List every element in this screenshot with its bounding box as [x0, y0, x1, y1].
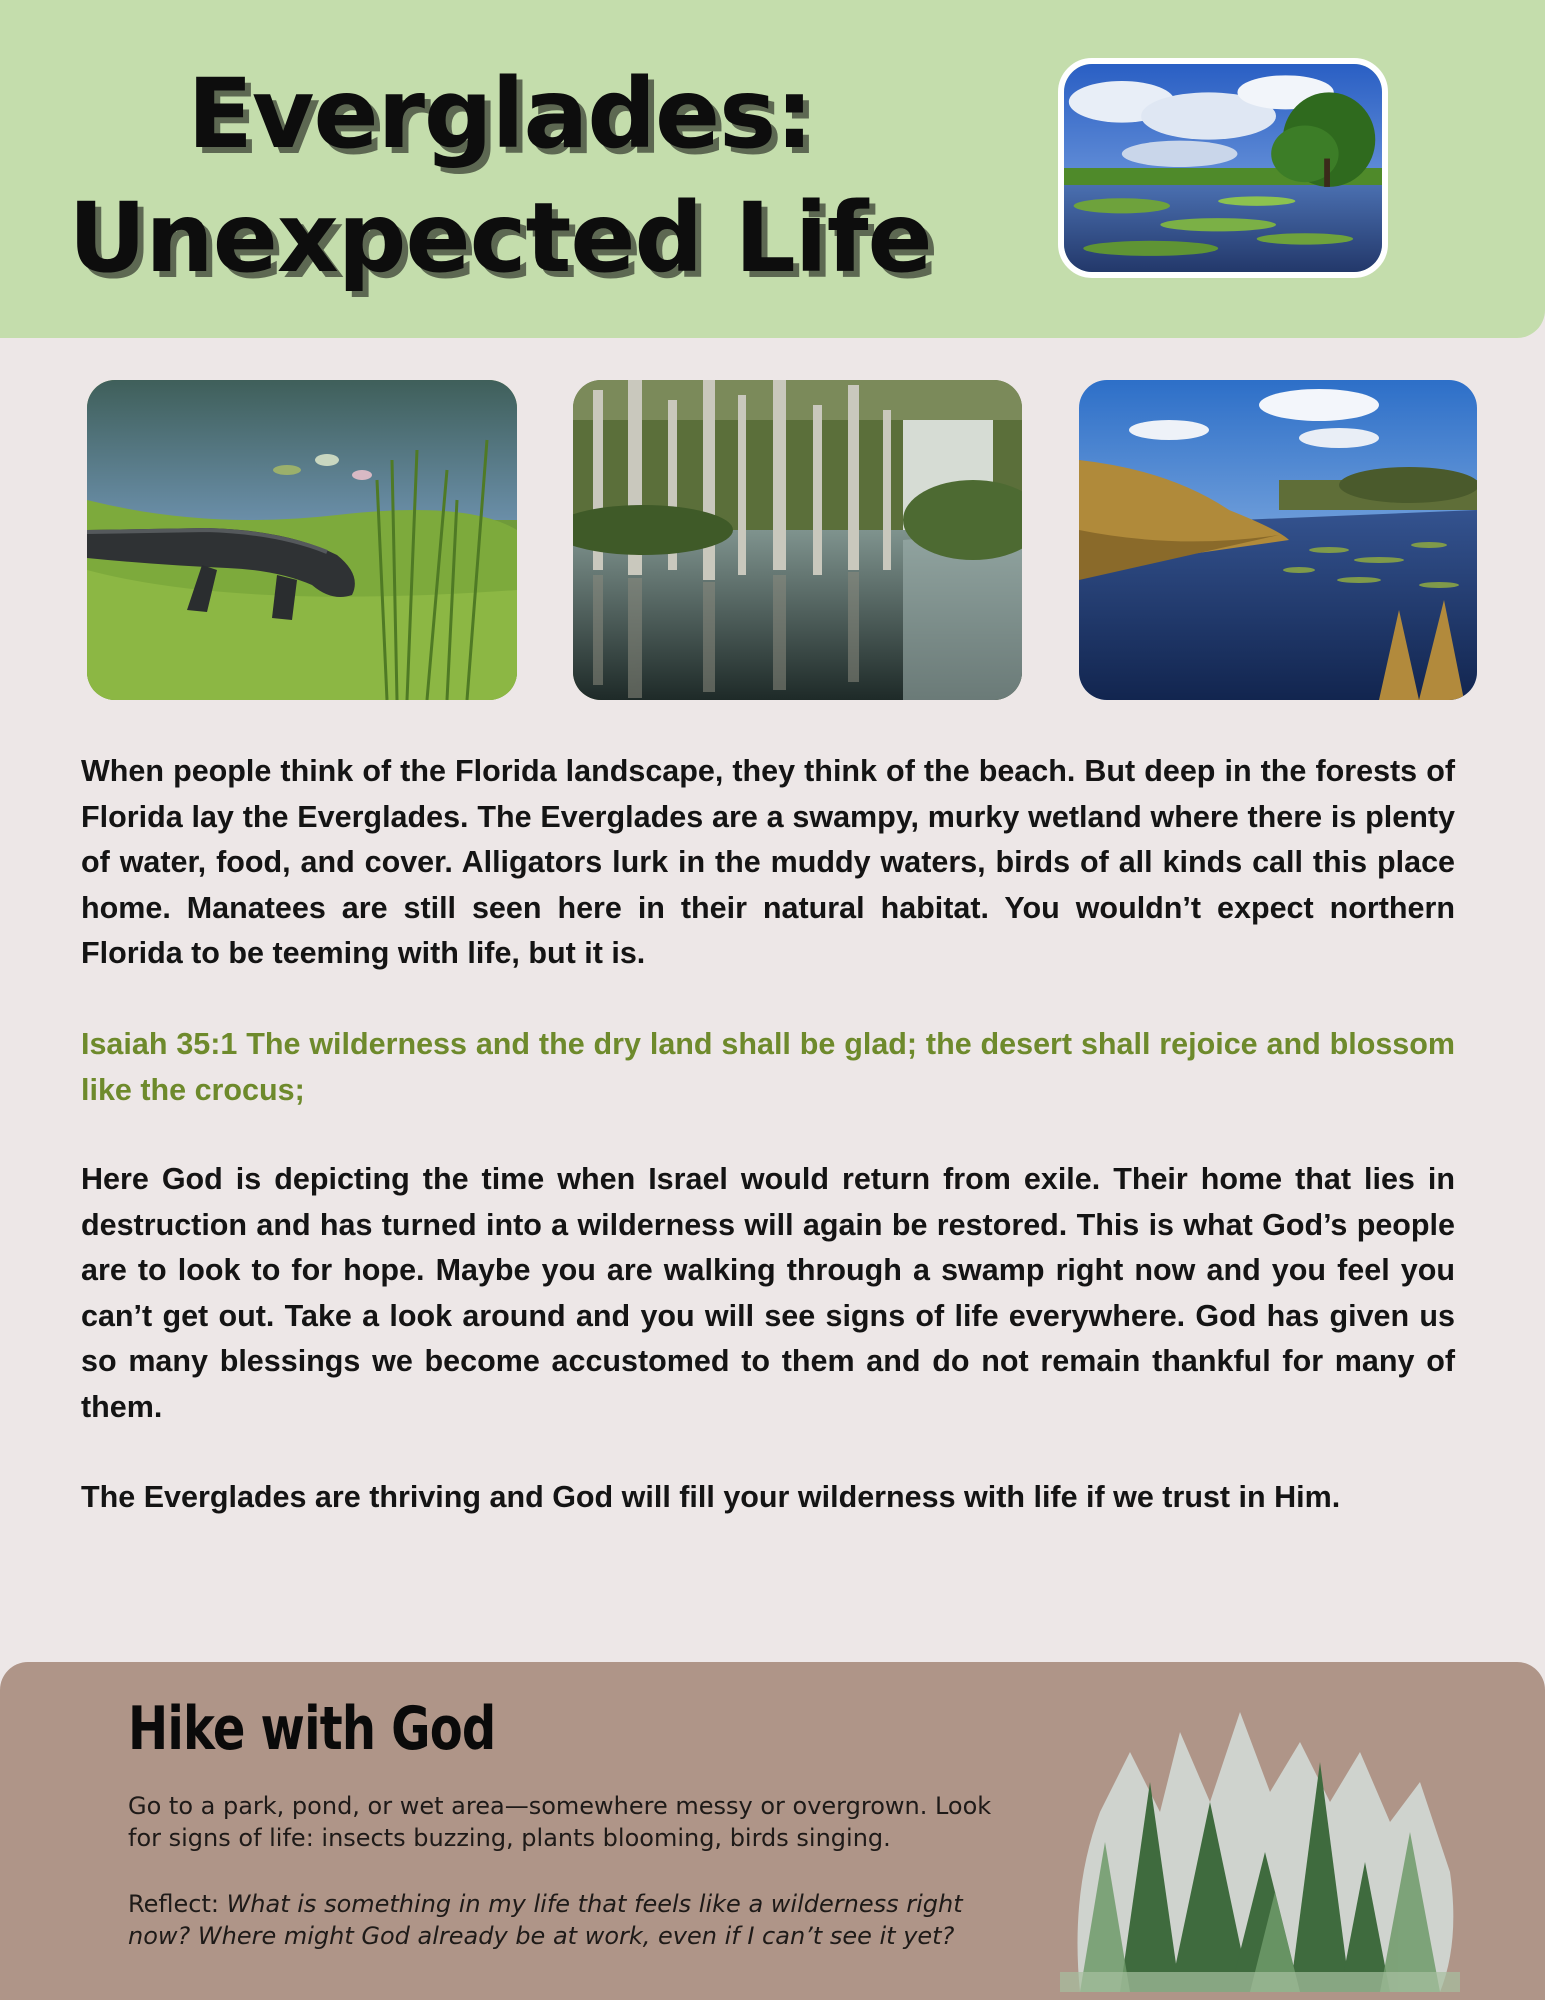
- activity-text: Go to a park, pond, or wet area—somewhere messy or overgrown. Look for signs of life: insects buzzing, plants blooming, birds singing.: [128, 1792, 992, 1852]
- title-line-2: Unexpected Life: [68, 182, 932, 294]
- closing-paragraph: The Everglades are thriving and God will fill your wilderness with life if we trust in Him.: [81, 1480, 1341, 1514]
- title-line-1: Everglades:: [187, 58, 813, 170]
- activity-footer: [0, 1662, 1545, 2000]
- watercolor-trees-illustration: [1060, 1692, 1460, 1992]
- everglades-landscape-photo: [1058, 58, 1388, 278]
- alligator-photo: [87, 380, 517, 700]
- scripture-verse: Isaiah 35:1 The wilderness and the dry land shall be glad; the desert shall rejoice and blossom like the crocus;: [81, 1027, 1455, 1107]
- intro-paragraph: When people think of the Florida landscape, they think of the beach. But deep in the forests of Florida lay the Everglades. The Everglades are a swampy, murky wetland where there is plenty of water, food, and cover. Alligators lurk in the muddy waters, birds of all kinds call this place home. Manatees are still seen here in their natural habitat. You wouldn’t expect northern Florida to be teeming with life, but it is.: [81, 754, 1455, 970]
- header-banner: [0, 0, 1545, 338]
- footer-title: Hike with God: [128, 1694, 496, 1764]
- reflection-paragraph: Here God is depicting the time when Israel would return from exile. Their home that lies in destruction and has turned into a wilderness will again be restored. This is what God’s people are to look to for hope. Maybe you are walking through a swamp right now and you feel you can’t get out. Take a look around and you will see signs of life everywhere. God has given us so many blessings we become accustomed to them and do not remain thankful for many of them.: [81, 1162, 1455, 1424]
- reflect-question: What is something in my life that feels like a wilderness right now? Where might God already be at work, even if I can’t see it yet?: [128, 1890, 963, 1950]
- reflect-label: Reflect:: [128, 1890, 227, 1918]
- page-title: [60, 52, 940, 300]
- reflect-text: [128, 1888, 1008, 1952]
- river-marsh-photo: [1079, 380, 1477, 700]
- cypress-swamp-photo: [573, 380, 1022, 700]
